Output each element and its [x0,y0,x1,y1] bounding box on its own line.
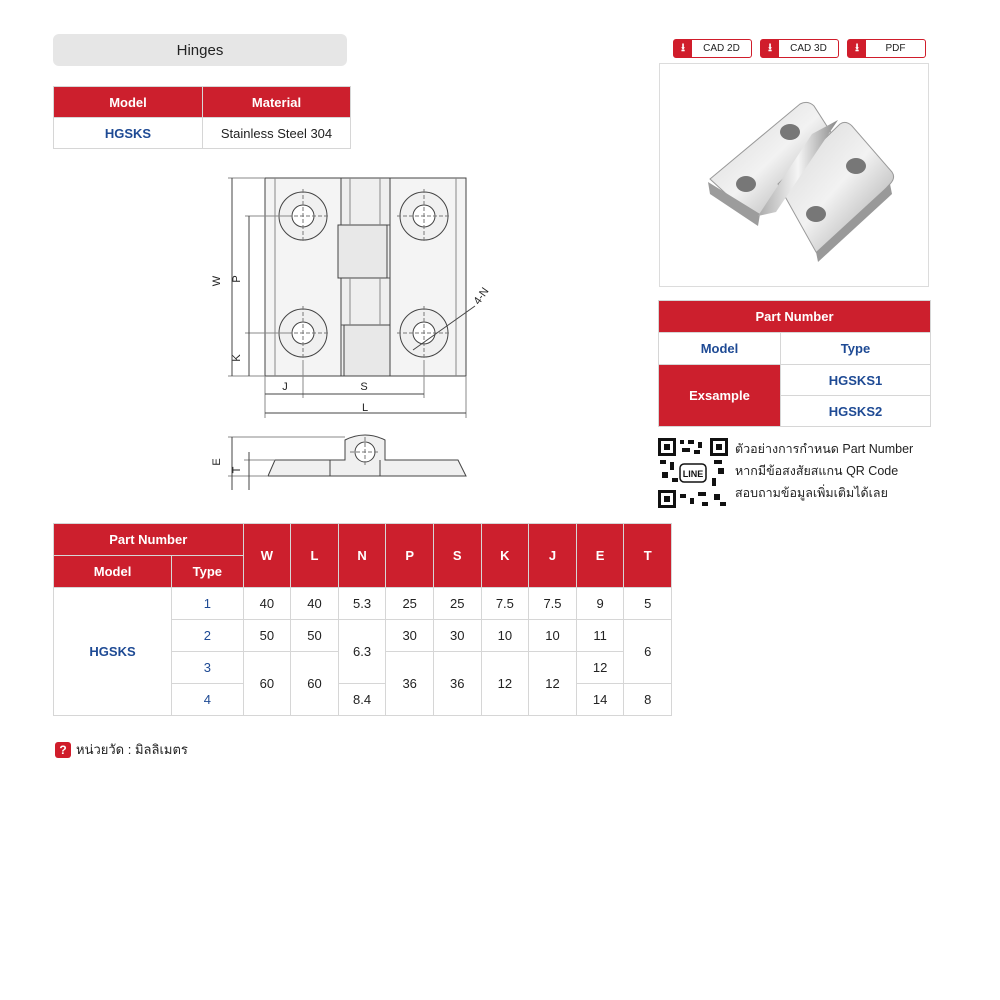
spec-type-4: 4 [172,684,243,716]
pdf-download-button[interactable]: ⭳ PDF [847,39,926,58]
spec-p-25: 25 [386,588,434,620]
spec-s-36: 36 [433,652,481,716]
spec-w-60: 60 [243,652,291,716]
spec-w-40: 40 [243,588,291,620]
spec-s-25: 25 [433,588,481,620]
unit-note-text: หน่วยวัด : มิลลิเมตร [76,742,188,757]
spec-w-50: 50 [243,620,291,652]
spec-t-5: 5 [624,588,672,620]
dim-label-e: E [211,458,223,466]
spec-n-6-3: 6.3 [338,620,386,684]
spec-type-3: 3 [172,652,243,684]
spec-header-n: N [338,524,386,588]
spec-n-8-4: 8.4 [338,684,386,716]
qr-line-3: สอบถามข้อมูลเพิ่มเติมได้เลย [735,486,888,500]
spec-l-50: 50 [291,620,339,652]
spec-k-10: 10 [481,620,529,652]
qr-line-2: หากมีข้อสงสัยสแกน QR Code [735,464,899,478]
line-qr-code[interactable] [658,438,728,508]
spec-j-12: 12 [529,652,577,716]
example-label: Exsample [659,365,781,427]
dim-label-t: T [231,466,243,474]
dim-label-p: P [231,275,243,283]
dim-label-n: 4-N [471,285,492,307]
download-icon: ⭳ [674,40,692,57]
spec-header-p: P [386,524,434,588]
spec-type-1: 1 [172,588,243,620]
download-icon: ⭳ [761,40,779,57]
material-table [53,86,351,149]
material-model-value: HGSKS [54,118,203,149]
page-title: Hinges [53,34,347,66]
dim-label-s: S [360,381,368,393]
table-row [54,588,672,620]
spec-header-t: T [624,524,672,588]
dim-label-l: L [361,402,369,414]
example-col-type: Type [781,333,931,365]
spec-k-12: 12 [481,652,529,716]
spec-header-s: S [433,524,481,588]
dim-label-j: J [282,381,288,393]
spec-header-model: Model [54,556,172,588]
spec-header-part-number: Part Number [54,524,244,556]
spec-header-w: W [243,524,291,588]
spec-s-30: 30 [433,620,481,652]
cad-3d-download-button[interactable]: ⭳ CAD 3D [760,39,839,58]
spec-header-k: K [481,524,529,588]
spec-header-j: J [529,524,577,588]
qr-line-badge: LINE [682,469,704,479]
spec-t-8: 8 [624,684,672,716]
unit-note [55,739,188,760]
hinge-technical-drawing [200,165,500,505]
spec-k-7-5: 7.5 [481,588,529,620]
spec-t-6: 6 [624,620,672,684]
dim-label-k: K [231,354,243,362]
hinge-photo-illustration [660,64,928,286]
spec-p-36: 36 [386,652,434,716]
spec-n-5-3: 5.3 [338,588,386,620]
spec-header-l: L [291,524,339,588]
spec-type-2: 2 [172,620,243,652]
material-header-model: Model [54,87,203,118]
spec-p-30: 30 [386,620,434,652]
cad-2d-download-button[interactable]: ⭳ CAD 2D [673,39,752,58]
qr-instructions [735,438,913,504]
download-icon: ⭳ [848,40,866,57]
part-number-example-table [658,300,931,427]
spec-e-12: 12 [576,652,624,684]
spec-j-7-5: 7.5 [529,588,577,620]
product-photo [659,63,929,287]
spec-header-e: E [576,524,624,588]
material-value: Stainless Steel 304 [203,118,351,149]
example-part-2: HGSKS2 [781,396,931,427]
spec-l-40: 40 [291,588,339,620]
example-title: Part Number [659,301,931,333]
qr-line-1: ตัวอย่างการกำหนด Part Number [735,442,914,456]
question-icon: ? [55,742,71,758]
example-part-1: HGSKS1 [781,365,931,396]
material-header-material: Material [203,87,351,118]
dim-label-w: W [211,275,223,287]
spec-l-60: 60 [291,652,339,716]
spec-e-14: 14 [576,684,624,716]
spec-e-9: 9 [576,588,624,620]
spec-table [53,523,672,716]
spec-j-10: 10 [529,620,577,652]
example-col-model: Model [659,333,781,365]
spec-model-value: HGSKS [54,588,172,716]
spec-header-type: Type [172,556,243,588]
spec-e-11: 11 [576,620,624,652]
